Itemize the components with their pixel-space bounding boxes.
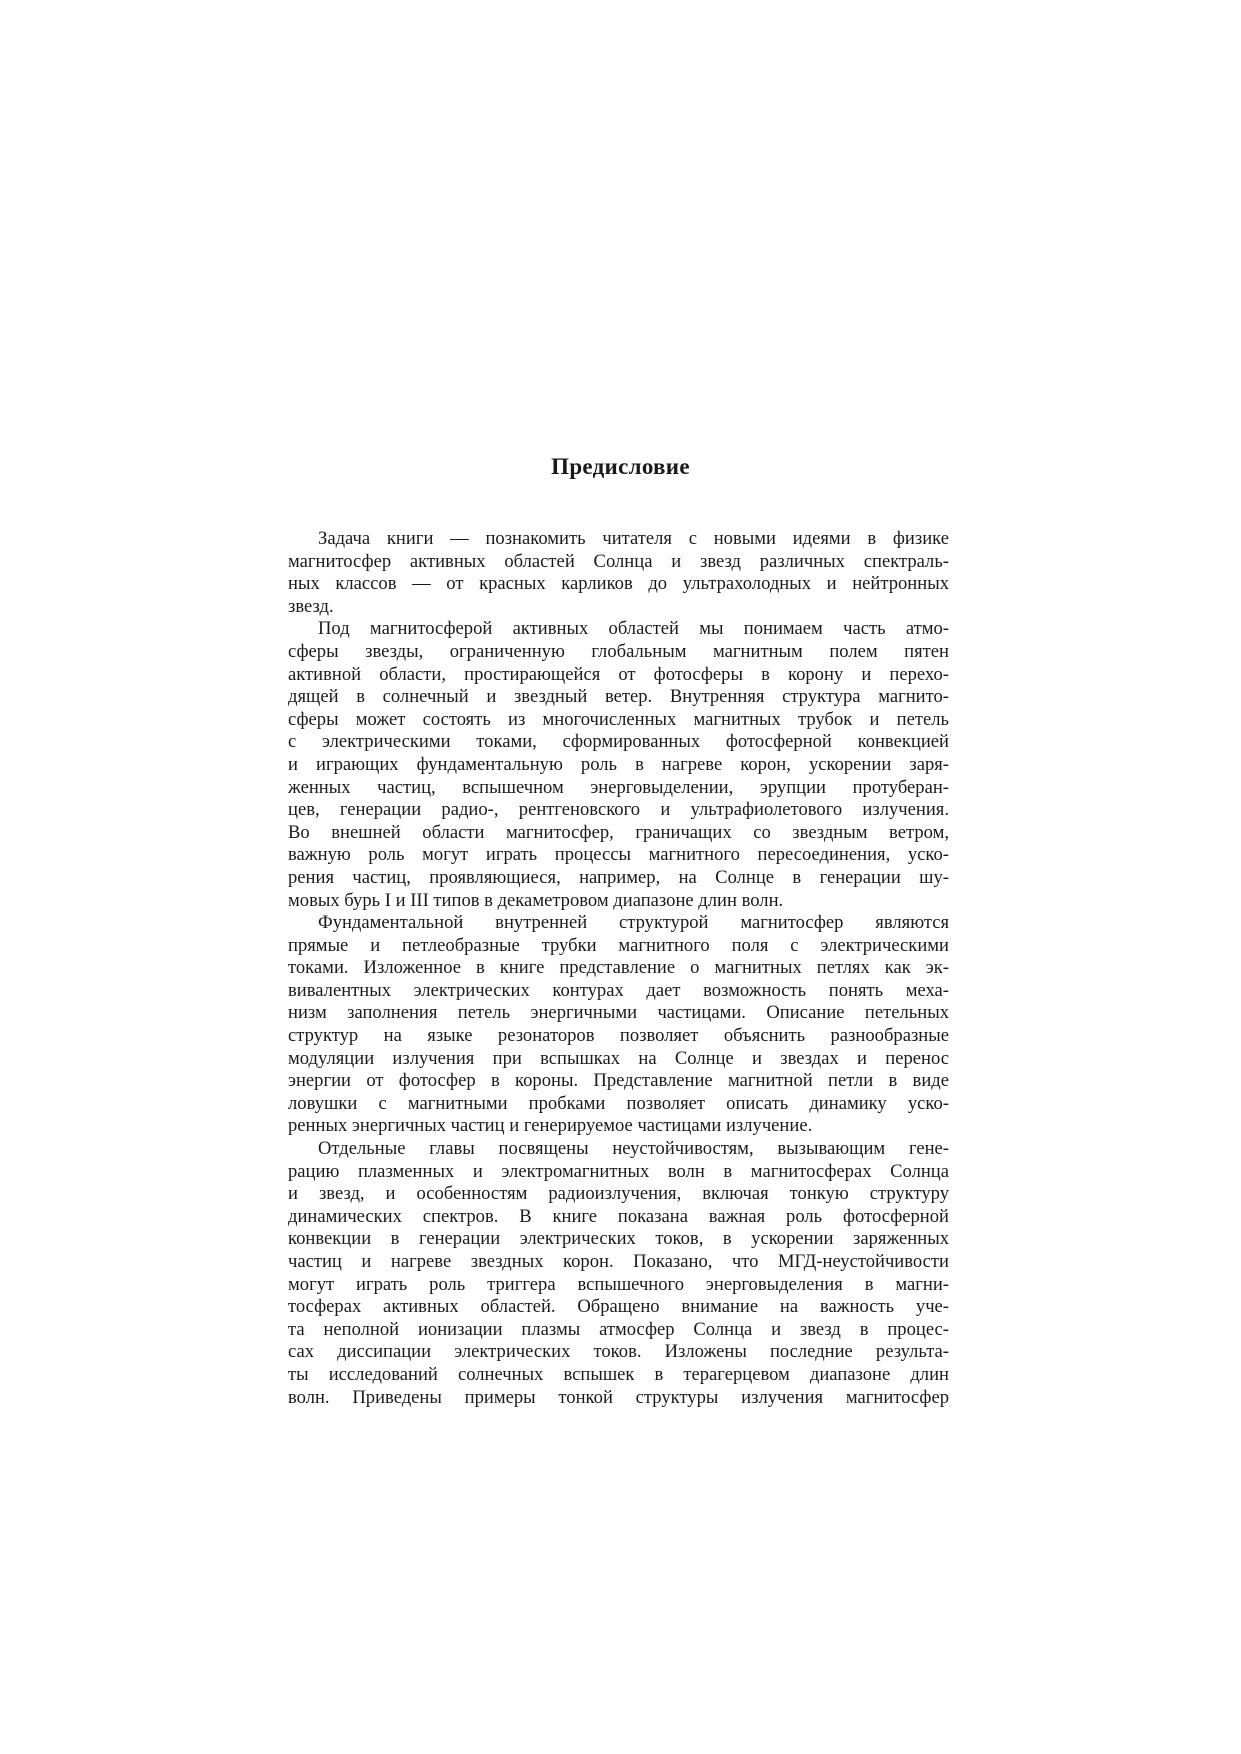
text-line: тосферах активных областей. Обращено внимание на важность уче- <box>288 1296 949 1318</box>
text-line: с электрическими токами, сформированных фотосферной конвекцией <box>288 731 949 753</box>
text-line: и звезд, и особенностям радиоизлучения, включая тонкую структуру <box>288 1183 949 1205</box>
text-line: важную роль могут играть процессы магнитного пересоединения, уско- <box>288 844 949 866</box>
text-line: рацию плазменных и электромагнитных волн в магнитосферах Солнца <box>288 1160 949 1182</box>
text-line: ренных энергичных частиц и генерируемое частицами излучение. <box>288 1115 813 1137</box>
text-line: могут играть роль триггера вспышечного энерговыделения в магни- <box>288 1273 949 1295</box>
text-line: Задача книги — познакомить читателя с новыми идеями в физике <box>318 528 949 549</box>
paragraph <box>288 618 949 912</box>
text-line: токами. Изложенное в книге представление о магнитных петлях как эк- <box>288 957 949 979</box>
text-line: вивалентных электрических контурах дает возможность понять меха- <box>288 979 949 1001</box>
text-line: прямые и петлеобразные трубки магнитного поля с электрическими <box>288 934 949 956</box>
text-line: звезд. <box>288 595 334 617</box>
text-line: сферы звезды, ограниченную глобальным магнитным полем пятен <box>288 640 949 662</box>
text-line: женных частиц, вспышечном энерговыделении, эрупции протуберан- <box>288 776 949 798</box>
paragraph <box>288 528 949 618</box>
text-line: ты исследований солнечных вспышек в терагерцевом диапазоне длин <box>288 1363 949 1385</box>
text-line: мовых бурь I и III типов в декаметровом диапазоне длин волн. <box>288 889 784 911</box>
text-line: структур на языке резонаторов позволяет объяснить разнообразные <box>288 1025 949 1047</box>
text-line: активной области, простирающейся от фотосферы в корону и перехо- <box>288 663 949 685</box>
text-line: магнитосфер активных областей Солнца и звезд различных спектраль- <box>288 550 949 572</box>
text-line: частиц и нагреве звездных корон. Показано, что МГД-неустойчивости <box>288 1251 949 1272</box>
text-line: и играющих фундаментальную роль в нагреве корон, ускорении заря- <box>288 753 949 775</box>
body-text <box>288 528 949 1409</box>
text-line: сферы может состоять из многочисленных магнитных трубок и петель <box>288 708 949 730</box>
text-line: та неполной ионизации плазмы атмосфер Солнца и звезд в процес- <box>288 1318 949 1340</box>
page-title: Предисловие <box>551 454 690 479</box>
text-line: Под магнитосферой активных областей мы понимаем часть атмо- <box>318 618 949 640</box>
text-line: энергии от фотосфер в короны. Представление магнитной петли в виде <box>288 1070 949 1092</box>
text-line: сах диссипации электрических токов. Изложены последние результа- <box>288 1341 949 1363</box>
text-line: Фундаментальной внутренней структурой магнитосфер являются <box>318 912 949 934</box>
text-line: динамических спектров. В книге показана важная роль фотосферной <box>288 1205 949 1227</box>
text-line: низм заполнения петель энергичными частицами. Описание петельных <box>288 1002 949 1024</box>
paragraph <box>288 912 949 1138</box>
paragraph <box>288 1138 949 1409</box>
text-line: цев, генерации радио-, рентгеновского и ультрафиолетового излучения. <box>288 799 949 821</box>
text-line: конвекции в генерации электрических токов, в ускорении заряженных <box>288 1228 949 1250</box>
text-line: модуляции излучения при вспышках на Солнце и звездах и перенос <box>288 1047 949 1069</box>
text-line: Во внешней области магнитосфер, граничащих со звездным ветром, <box>288 821 949 843</box>
text-line: дящей в солнечный и звездный ветер. Внутренняя структура магнито- <box>288 686 949 708</box>
text-line: рения частиц, проявляющиеся, например, на Солнце в генерации шу- <box>288 866 949 888</box>
text-line: ных классов — от красных карликов до ультрахолодных и нейтронных <box>288 573 949 595</box>
text-line: Отдельные главы посвящены неустойчивостям, вызывающим гене- <box>318 1138 949 1160</box>
text-line: ловушки с магнитными пробками позволяет описать динамику уско- <box>288 1092 949 1114</box>
text-line: волн. Приведены примеры тонкой структуры излучения магнитосфер <box>288 1386 949 1408</box>
